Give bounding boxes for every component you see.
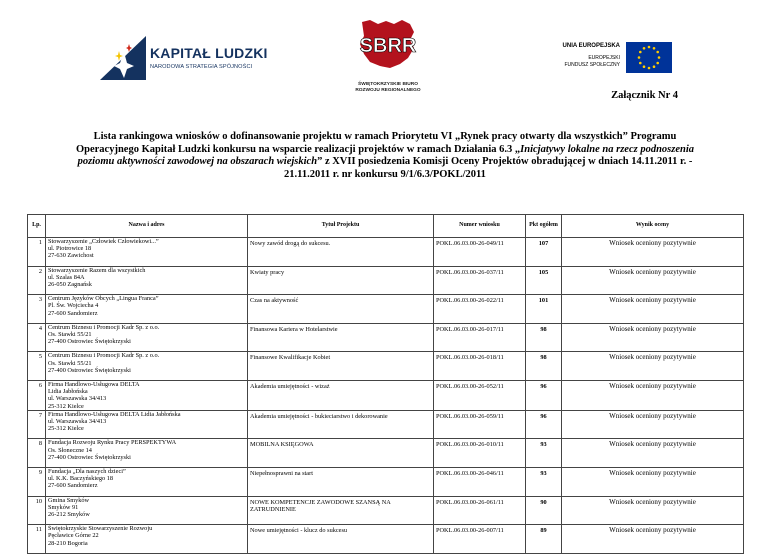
cell-name: Stowarzyszenie Razem dla wszystkich ul. Szalas 84A 26-050 Zagnańsk xyxy=(46,266,248,295)
cell-title: Akademia umiejętności - wizaż xyxy=(248,380,434,410)
cell-lp: 10 xyxy=(28,496,46,525)
table-header-row xyxy=(28,215,744,238)
cell-name: Fundacja Rozwoju Rynku Pracy PERSPEKTYWA Os. Słoneczne 14 27-400 Ostrowiec Świętokrzyski xyxy=(46,439,248,468)
kapital-ludzki-subtitle: NARODOWA STRATEGIA SPÓJNOŚCI xyxy=(150,64,253,70)
cell-title: Nowy zawód drogą do sukcesu. xyxy=(248,238,434,267)
kapital-ludzki-logo xyxy=(100,36,268,86)
sbrr-subtitle-2: ROZWOJU REGIONALNEGO xyxy=(355,88,421,93)
cell-number: POKL.06.03.00-26-052/11 xyxy=(434,380,526,410)
cell-number: POKL.06.03.00-26-007/11 xyxy=(434,525,526,554)
cell-title: Niepełnosprawni na start xyxy=(248,467,434,496)
table-row xyxy=(28,525,744,554)
cell-title: Kwiaty pracy xyxy=(248,266,434,295)
cell-lp: 2 xyxy=(28,266,46,295)
eu-line-1: UNIA EUROPEJSKA xyxy=(562,43,620,49)
document-heading xyxy=(70,131,700,181)
table-row xyxy=(28,352,744,381)
ranking-table xyxy=(27,214,744,554)
table-row xyxy=(28,410,744,439)
header-number: Numer wniosku xyxy=(434,215,526,238)
cell-name: Centrum Języków Obcych „Lingua Franca” Pl. Św. Wojciecha 4 27-600 Sandomierz xyxy=(46,295,248,324)
annex-label: Załącznik Nr 4 xyxy=(611,90,678,101)
header-points: Pkt ogółem xyxy=(526,215,562,238)
cell-points: 89 xyxy=(526,525,562,554)
cell-number: POKL.06.03.00-26-059/11 xyxy=(434,410,526,439)
cell-name: Fundacja „Dla naszych dzieci” ul. K.K. Baczyńskiego 18 27-600 Sandomierz xyxy=(46,467,248,496)
cell-name: Firma Handlowo-Usługowa DELTA Lidia Jabłońska ul. Warszawska 34/413 25-312 Kielce xyxy=(46,380,248,410)
cell-points: 105 xyxy=(526,266,562,295)
cell-points: 107 xyxy=(526,238,562,267)
cell-lp: 8 xyxy=(28,439,46,468)
sbrr-logo xyxy=(340,18,436,98)
heading-part-2: ” z XVII posiedzenia Komisji Oceny Projektów obradującej w dniach 14.11.2011 r. - 21.11.2011 r. nr konkursu 9/1/6.3/POKL/2011 xyxy=(284,156,693,180)
cell-number: POKL.06.03.00-26-017/11 xyxy=(434,323,526,352)
table-row xyxy=(28,380,744,410)
eu-flag-icon xyxy=(626,42,672,73)
cell-points: 93 xyxy=(526,439,562,468)
eu-line-2: EUROPEJSKI xyxy=(588,55,620,61)
cell-result: Wniosek oceniony pozytywnie xyxy=(562,266,744,295)
cell-result: Wniosek oceniony pozytywnie xyxy=(562,525,744,554)
cell-title: MOBILNA KSIĘGOWA xyxy=(248,439,434,468)
cell-result: Wniosek oceniony pozytywnie xyxy=(562,323,744,352)
header-title: Tytuł Projektu xyxy=(248,215,434,238)
eu-logo xyxy=(560,42,672,82)
cell-lp: 11 xyxy=(28,525,46,554)
cell-title: Finansowe Kwalifikacje Kobiet xyxy=(248,352,434,381)
cell-result: Wniosek oceniony pozytywnie xyxy=(562,410,744,439)
header-lp: Lp. xyxy=(28,215,46,238)
cell-result: Wniosek oceniony pozytywnie xyxy=(562,295,744,324)
header-name: Nazwa i adres xyxy=(46,215,248,238)
cell-result: Wniosek oceniony pozytywnie xyxy=(562,352,744,381)
cell-lp: 3 xyxy=(28,295,46,324)
cell-title: Czas na aktywność xyxy=(248,295,434,324)
cell-result: Wniosek oceniony pozytywnie xyxy=(562,439,744,468)
header-result: Wynik oceny xyxy=(562,215,744,238)
cell-points: 101 xyxy=(526,295,562,324)
cell-result: Wniosek oceniony pozytywnie xyxy=(562,238,744,267)
cell-number: POKL.06.03.00-26-061/11 xyxy=(434,496,526,525)
kapital-ludzki-title: KAPITAŁ LUDZKI xyxy=(150,45,268,61)
cell-name: Świętokrzyskie Stowarzyszenie Rozwoju Pęcławice Górne 22 28-210 Bogoria xyxy=(46,525,248,554)
kapital-ludzki-mark-icon xyxy=(100,36,146,80)
cell-lp: 5 xyxy=(28,352,46,381)
cell-lp: 6 xyxy=(28,380,46,410)
cell-points: 98 xyxy=(526,352,562,381)
cell-name: Centrum Biznesu i Promocji Kadr Sp. z o.o. Os. Stawki 55/21 27-400 Ostrowiec Świętokrzyski xyxy=(46,352,248,381)
cell-title: Finansowa Kariera w Hotelarstwie xyxy=(248,323,434,352)
heading-part-1: Lista rankingowa wniosków o dofinansowanie projektu w ramach Priorytetu VI „Rynek pracy otwarty dla wszystkich” Programu Operacyjnego Kapitał Ludzki konkursu na wsparcie realizacji projektów w ramach Działania 6.3 „ xyxy=(75,131,677,155)
cell-number: POKL.06.03.00-26-046/11 xyxy=(434,467,526,496)
table-row xyxy=(28,323,744,352)
cell-points: 93 xyxy=(526,467,562,496)
table-row xyxy=(28,295,744,324)
cell-number: POKL.06.03.00-26-049/11 xyxy=(434,238,526,267)
cell-points: 96 xyxy=(526,410,562,439)
cell-points: 90 xyxy=(526,496,562,525)
cell-name: Stowarzyszenie „Człowiek Człowiekowi...” ul. Piotrowice 18 27-630 Zawichost xyxy=(46,238,248,267)
cell-name: Firma Handlowo-Usługowa DELTA Lidia Jabłońska ul. Warszawska 34/413 25-312 Kielce xyxy=(46,410,248,439)
cell-number: POKL.06.03.00-26-018/11 xyxy=(434,352,526,381)
heading-italic: Inicjatywy lokalne na rzecz podnoszenia poziomu aktywności zawodowej na obszarach wiejskich xyxy=(77,143,695,167)
table-row xyxy=(28,496,744,525)
cell-number: POKL.06.03.00-26-037/11 xyxy=(434,266,526,295)
sbrr-text: SBRR xyxy=(359,35,417,57)
table-row xyxy=(28,238,744,267)
cell-lp: 4 xyxy=(28,323,46,352)
cell-result: Wniosek oceniony pozytywnie xyxy=(562,380,744,410)
table-row xyxy=(28,439,744,468)
cell-number: POKL.06.03.00-26-022/11 xyxy=(434,295,526,324)
cell-title: Nowe umiejętności - klucz do sukcesu xyxy=(248,525,434,554)
table-row xyxy=(28,467,744,496)
eu-line-3: FUNDUSZ SPOŁECZNY xyxy=(564,62,620,68)
cell-name: Gmina Smyków Smyków 91 26-212 Smyków xyxy=(46,496,248,525)
cell-lp: 9 xyxy=(28,467,46,496)
cell-title: Akademia umiejętności - bukieciarstwo i dekorowanie xyxy=(248,410,434,439)
cell-points: 96 xyxy=(526,380,562,410)
cell-title: NOWE KOMPETENCJE ZAWODOWE SZANSĄ NA ZATRUDNIENIE xyxy=(248,496,434,525)
cell-name: Centrum Biznesu i Promocji Kadr Sp. z o.o. Os. Stawki 55/21 27-400 Ostrowiec Świętokrzyski xyxy=(46,323,248,352)
table-row xyxy=(28,266,744,295)
cell-number: POKL.06.03.00-26-010/11 xyxy=(434,439,526,468)
sbrr-subtitle-1: ŚWIĘTOKRZYSKIE BIURO xyxy=(358,82,418,87)
cell-result: Wniosek oceniony pozytywnie xyxy=(562,467,744,496)
cell-lp: 1 xyxy=(28,238,46,267)
cell-lp: 7 xyxy=(28,410,46,439)
sbrr-emblem-icon xyxy=(340,18,436,80)
cell-points: 98 xyxy=(526,323,562,352)
cell-result: Wniosek oceniony pozytywnie xyxy=(562,496,744,525)
